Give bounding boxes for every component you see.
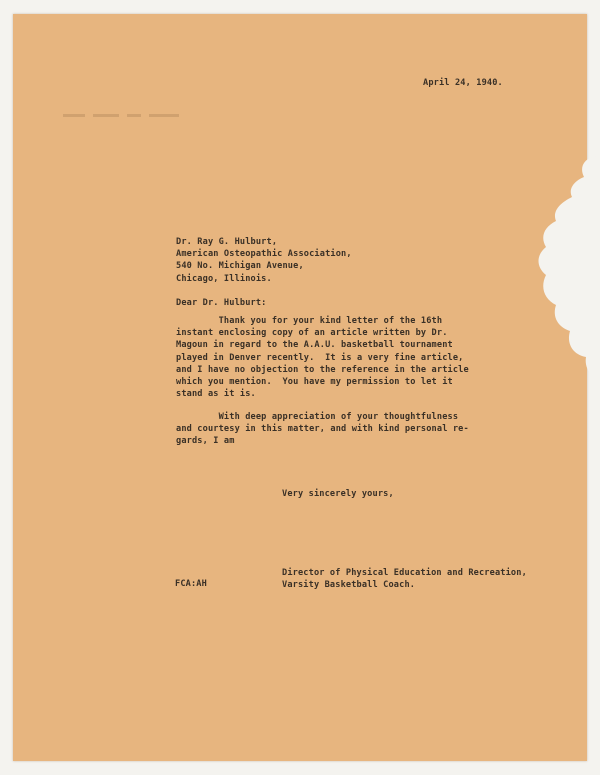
body-line: Magoun in regard to the A.A.U. basketball tournament	[176, 340, 453, 351]
recipient-line: 540 No. Michigan Avenue,	[176, 261, 304, 272]
salutation: Dear Dr. Hulburt:	[176, 298, 267, 308]
signature-block	[282, 567, 527, 591]
recipient-line: American Osteopathic Association,	[176, 249, 352, 260]
body-line: stand as it is.	[176, 389, 256, 400]
body-paragraph-1	[176, 315, 469, 400]
body-line: gards, I am	[176, 436, 235, 447]
typist-initials: FCA:AH	[175, 579, 207, 589]
recipient-line: Dr. Ray G. Hulburt,	[176, 237, 278, 247]
body-line: which you mention. You have my permission to let it	[176, 377, 453, 388]
body-line: and courtesy in this matter, and with kind personal re-	[176, 424, 469, 435]
letter-date: April 24, 1940.	[423, 78, 503, 88]
complimentary-close: Very sincerely yours,	[282, 489, 394, 499]
recipient-address	[176, 236, 352, 285]
body-line: With deep appreciation of your thoughtfulness	[176, 412, 459, 422]
torn-edge	[500, 155, 600, 395]
body-line: instant enclosing copy of an article written by Dr.	[176, 328, 448, 339]
signature-line: Varsity Basketball Coach.	[282, 580, 416, 591]
body-line: and I have no objection to the reference in the article	[176, 364, 469, 375]
faint-bleedthrough-marks	[63, 112, 193, 120]
signature-line: Director of Physical Education and Recreation,	[282, 568, 527, 578]
body-line: played in Denver recently. It is a very fine article,	[176, 352, 464, 363]
body-line: Thank you for your kind letter of the 16th	[176, 316, 443, 326]
body-paragraph-2	[176, 411, 469, 448]
recipient-line: Chicago, Illinois.	[176, 273, 272, 284]
